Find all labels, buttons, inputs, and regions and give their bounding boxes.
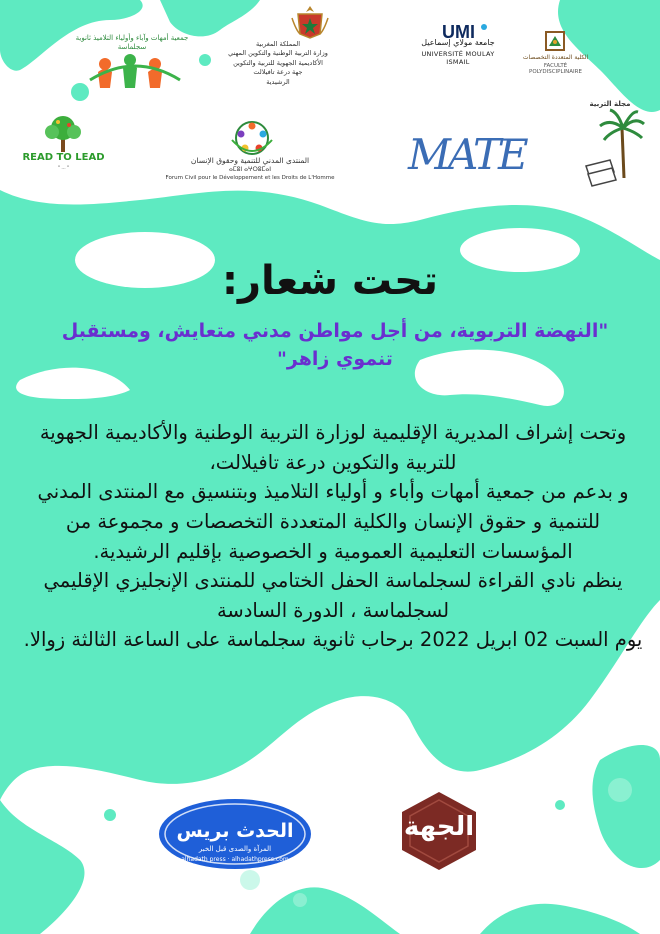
forum-emblem-icon [212,118,292,158]
read-to-lead-tagline: " ... " [57,166,70,171]
umi-name-french: UNIVERSITÉ MOULAY ISMAIL [421,50,495,66]
read-to-lead-title: READ TO LEAD [22,152,105,163]
magazine-name: مجلة التربية [589,100,631,108]
umi-name-arabic: جامعة مولاي إسماعيل [421,38,495,47]
press-latin: alhadath press [181,856,226,863]
body-paragraph: ينظم نادي القراءة لسجلماسة الحفل الختامي للمنتدى الإنجليزي الإقليمي لسجلماسة ، الدورة السادسة [43,569,623,622]
tree-icon [38,112,88,154]
faculty-name-french: FACULTÉ POLYDISCIPLINAIRE [529,63,582,75]
headline: تحت شعار: [221,258,439,304]
ministry-line: وزارة التربية الوطنية والتكوين المهني [228,49,328,58]
ministry-line: المملكة المغربية [255,40,301,48]
royal-emblem-icon [290,4,330,40]
ministry-line: الأكاديمية الجهوية للتربية والتكوين [233,58,323,67]
palm-tree-books-icon [580,108,646,188]
forum-name-arabic: المنتدى المدني للتنمية وحقوق الإنسان [190,156,310,165]
body-paragraph: و بدعم من جمعية أمهات وأباء و أولياء التلاميذ وبتنسيق مع المنتدى المدني للتنمية و حقوق الإنسان والكلية المتعددة التخصصات و مجموعة من المؤسسات التعليمية العمومية و الخصوصية بإقليم الرشيدية. [37,480,629,563]
mate-logo-icon: MATE [408,130,526,179]
forum-name-french: Forum Civil pour le Développement et les Droits de L'Homme [165,175,335,181]
press-tagline: المرآة والصدى قبل الخبر [198,845,272,853]
association-name: جمعية أمهات وآباء وأولياء التلاميذ ثانوية سجلماسة [75,34,189,52]
ministry-line: جهة درعة تافيلالت [253,68,303,77]
forum-name-tifinagh: ⴰⵎⵓⵏ ⴰⵖⵔⵓⵎⴰⵏ [229,166,271,173]
slogan: "النهضة التربوية، من أجل مواطن مدني متعايش، ومستقبل تنموي زاهر" [61,320,609,370]
jiha-name: الجهة [403,812,475,842]
body-paragraph: يوم السبت 02 ابريل 2022 برحاب ثانوية سجلماسة على الساعة الثالثة زوالا. [23,628,643,652]
press-url: alhadath press · alhadathpress.com [181,856,289,863]
faculty-logo-icon [540,28,570,54]
announcement-body [20,418,646,655]
svg-text:UMI: UMI [442,22,475,40]
ministry-line: الرشيدية [266,77,290,86]
press-website: alhadathpress.com [231,856,289,863]
faculty-name-arabic: الكلية المتعددة التخصصات [522,54,589,61]
press-name: الحدث بريس [176,820,294,842]
ministry-text [228,40,328,87]
body-paragraph: وتحت إشراف المديرية الإقليمية لوزارة التربية الوطنية والأكاديمية الجهوية للتربية والتكوين درعة تافيلالت، [39,421,627,474]
